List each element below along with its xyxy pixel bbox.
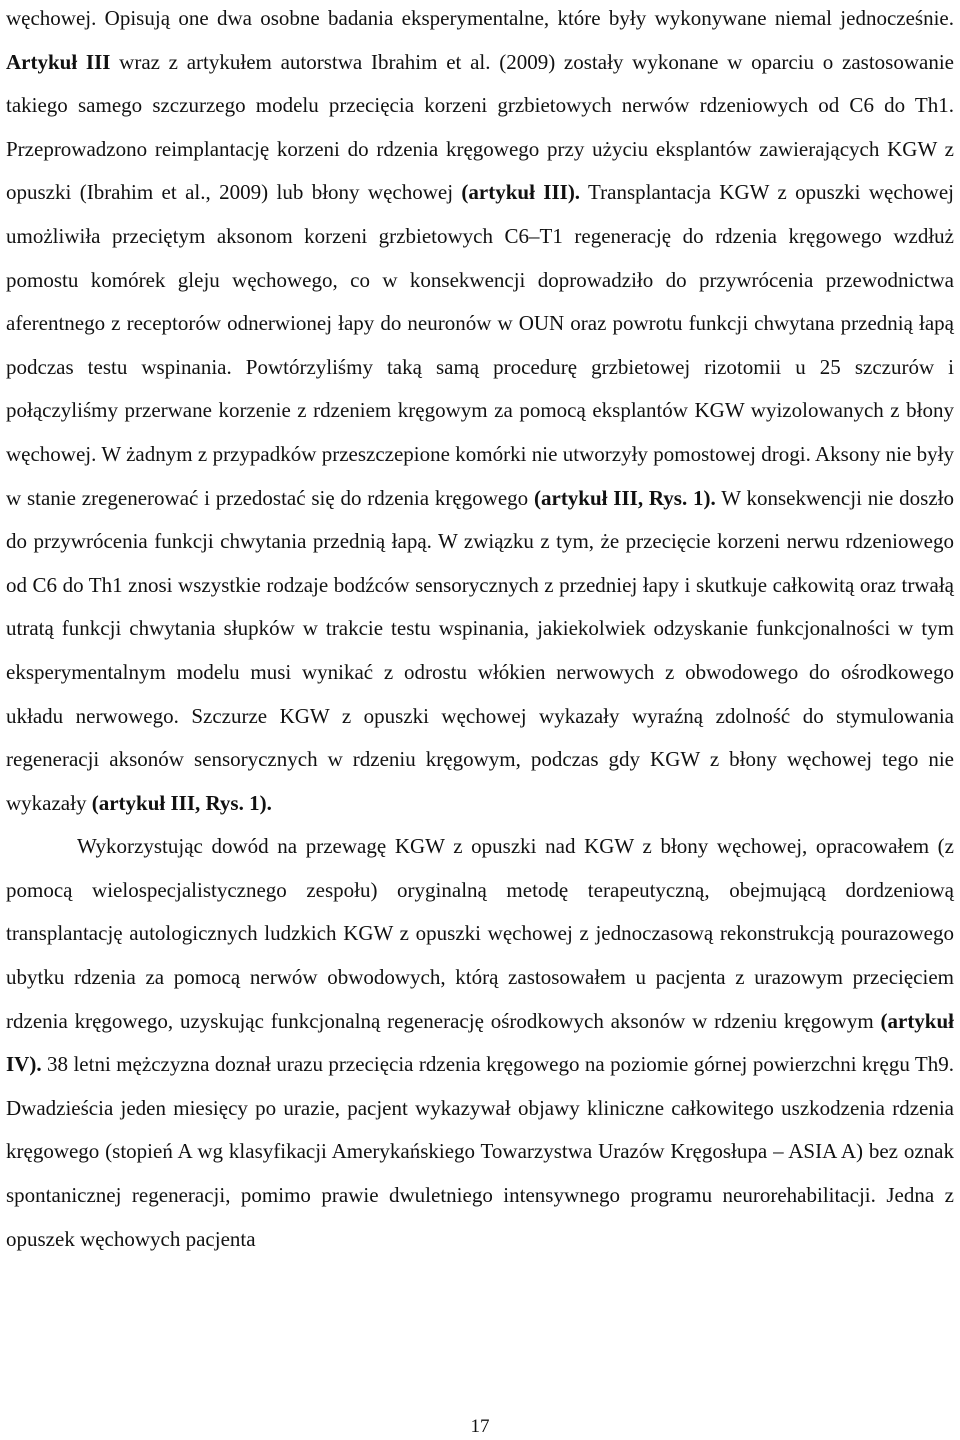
paragraph-2-text-1: Wykorzystując dowód na przewagę KGW z opuszki nad KGW z błony węchowej, opracowałem (z pomocą wielospecjalistycznego zespołu) oryginalną metodę terapeutyczną, obejmującą dordzeniową transplantację autologicznych ludzkich KGW z opuszki węchowej z jednoczasową rekonstrukcją pourazowego ubytku rdzenia za pomocą nerwów obwodowych, którą zastosowałem u pacjenta z urazowym przecięciem rdzenia kręgowego, uzyskując funkcjonalną regenerację ośrodkowych aksonów w rdzeniu kręgowym — [6, 834, 954, 1033]
paragraph-1-text-3: Transplantacja KGW z opuszki węchowej umożliwiła przeciętym aksonom korzeni grzbietowych C6–T1 regenerację do rdzenia kręgowego wzdłuż pomostu komórek gleju węchowego, co w konsekwencji doprowadziło do przywrócenia przewodnictwa aferentnego z receptorów odnerwionej łapy do neuronów w OUN oraz powrotu funkcji chwytana przednią łapą podczas testu wspinania. Powtórzyliśmy taką samą procedurę grzbietowej rizotomii u 25 szczurów i połączyliśmy przerwane korzenie z rdzeniem kręgowym za pomocą eksplantów KGW wyizolowanych z błony węchowej. W żadnym z przypadków przeszczepione komórki nie utworzyły pomostowej drogi. Aksony nie były w stanie zregenerować i przedostać się do rdzenia kręgowego — [6, 180, 954, 510]
article-ref-bold: Artykuł III — [6, 49, 111, 74]
paragraph-1-text-4: W konsekwencji nie doszło do przywrócenia funkcji chwytania przednią łapą. W związku z tym, że przecięcie korzeni nerwu rdzeniowego od C6 do Th1 znosi wszystkie rodzaje bodźców sensorycznych z przedniej łapy i skutkuje całkowitą oraz trwałą utratą funkcji chwytania słupków w trakcie testu wspinania, jakiekolwiek odzyskanie funkcjonalności w tym eksperymentalnym modelu musi wynikać z odrostu włókien nerwowych z obwodowego do ośrodkowego układu nerwowego. Szczurze KGW z opuszki węchowej wykazały wyraźną zdolność do stymulowania regeneracji aksonów sensorycznych w rdzeniu kręgowym, podczas gdy KGW z błony węchowej tego nie wykazały — [6, 485, 955, 815]
article-ref-bold: (artykuł IV). — [6, 1008, 954, 1077]
page-number: 17 — [470, 1416, 490, 1437]
paragraph-1-text-1: węchowej. Opisują one dwa osobne badania eksperymentalne, które były wykonywane niemal jednocześnie. — [6, 6, 954, 30]
paragraph-1-text-2: wraz z artykułem autorstwa Ibrahim et al. (2009) zostały wykonane w oparciu o zastosowanie takiego samego szczurzego modelu przecięcia korzeni grzbietowych nerwów rdzeniowych od C6 do Th1. Przeprowadzono reimplantację korzeni do rdzenia kręgowego przy użyciu eksplantów zawierających KGW z opuszki (Ibrahim et al., 2009) lub błony węchowej — [6, 49, 954, 205]
paragraph-1 — [6, 0, 954, 825]
article-ref-bold: (artykuł III). — [461, 180, 581, 205]
paragraph-2-text-2: 38 letni mężczyzna doznał urazu przecięcia rdzenia kręgowego na poziomie górnej powierzchni kręgu Th9. Dwadzieścia jeden miesięcy po urazie, pacjent wykazywał objawy kliniczne całkowitego uszkodzenia rdzenia kręgowego (stopień A wg klasyfikacji Amerykańskiego Towarzystwa Urazów Kręgosłupa – ASIA A) bez oznak spontanicznej regeneracji, pomimo prawie dwuletniego intensywnego programu neurorehabilitacji. Jedna z opuszek węchowych pacjenta — [6, 1052, 954, 1251]
paragraph-2 — [6, 825, 954, 1261]
article-ref-bold: (artykuł III, Rys. 1). — [534, 485, 716, 510]
article-ref-bold: (artykuł III, Rys. 1). — [91, 790, 272, 815]
body-text — [6, 0, 954, 1261]
